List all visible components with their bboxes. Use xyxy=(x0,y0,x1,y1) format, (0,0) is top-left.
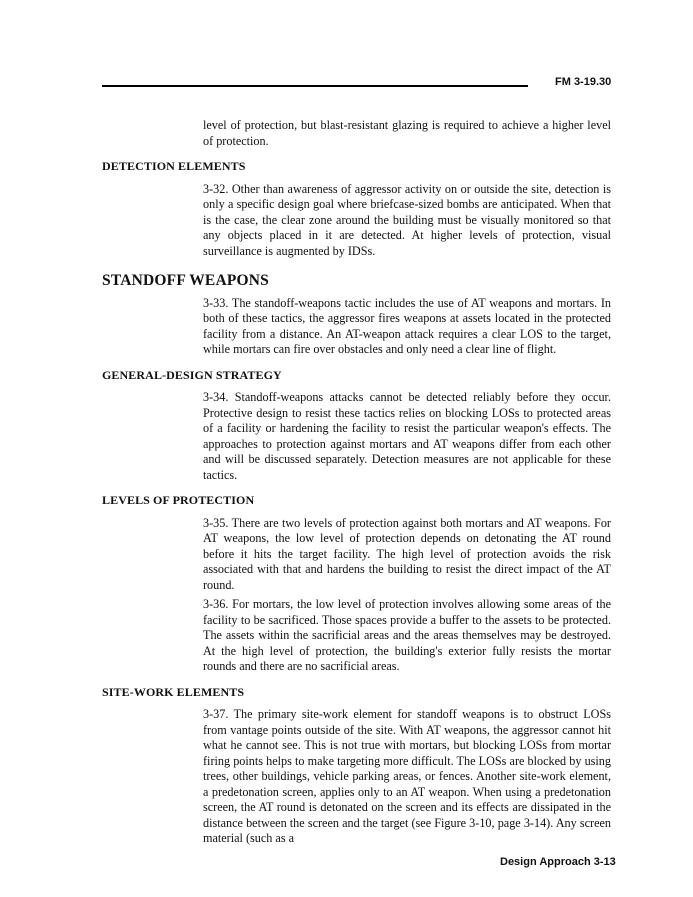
paragraph-3-34: 3-34. Standoff-weapons attacks cannot be detected reliably before they occur. Protective design to resist these tactics relies on blocking LOSs to protected areas of a facility or hardening the facility to resist the particular weapon's effects. The approaches to protection against mortars and AT weapons differ from each other and will be discussed separately. Detection measures are not applicable for these tactics. xyxy=(203,390,611,482)
paragraph-3-36: 3-36. For mortars, the low level of protection involves allowing some areas of the facility to be sacrificed. Those spaces provide a buffer to the assets to be protected. The assets within the sacrificial areas and the areas themselves may be destroyed. At the high level of protection, the building's exterior fully resists the mortar rounds and there are no sacrificial areas. xyxy=(203,597,611,673)
paragraph-3-33: 3-33. The standoff-weapons tactic includes the use of AT weapons and mortars. In both of these tactics, the aggressor fires weapons at assets located in the protected facility from a distance. An AT-weapon attack requires a clear LOS to the target, while mortars can fire over obstacles and only need a clear line of flight. xyxy=(203,295,611,356)
footer-page-label: Design Approach 3-13 xyxy=(500,856,616,868)
page-body xyxy=(102,118,611,851)
paragraph-continued: level of protection, but blast-resistant glazing is required to achieve a higher level of protection. xyxy=(203,118,611,148)
heading-general-design-strategy: GENERAL-DESIGN STRATEGY xyxy=(102,367,282,382)
paragraph-3-32: 3-32. Other than awareness of aggressor activity on or outside the site, detection is only a specific design goal where briefcase-sized bombs are anticipated. When that is the case, the clear zone around the building must be visually monitored so that any objects placed in it are detected. At higher levels of protection, visual surveillance is augmented by IDSs. xyxy=(203,181,611,258)
heading-standoff-weapons: STANDOFF WEAPONS xyxy=(102,272,269,289)
heading-levels-of-protection: LEVELS OF PROTECTION xyxy=(102,493,255,507)
header-rule xyxy=(102,85,528,87)
paragraph-3-37: 3-37. The primary site-work element for standoff weapons is to obstruct LOSs from vantage points outside of the site. With AT weapons, the aggressor cannot hit what he cannot see. This is not true with mortars, but blocking LOSs from mortar firing points helps to make targeting more difficult. The LOSs are blocked by using trees, other buildings, vehicle parking areas, or fences. Another site-work element, a predetonation screen, applies only to an AT weapon. When using a predetonation screen, the AT round is detonated on the screen and its effects are dissipated in the distance between the screen and the target (see Figure 3-10, page 3-14). Any screen material (such as a xyxy=(203,707,611,845)
heading-site-work-elements: SITE-WORK ELEMENTS xyxy=(102,684,245,699)
header-manual-id: FM 3-19.30 xyxy=(555,76,612,88)
heading-detection-elements: DETECTION ELEMENTS xyxy=(102,159,246,173)
paragraph-3-35: 3-35. There are two levels of protection against both mortars and AT weapons. For AT weapons, the low level of protection depends on detonating the AT round before it hits the target facility. The high level of protection avoids the risk associated with that and hardens the building to resist the direct impact of the AT round. xyxy=(203,515,611,592)
